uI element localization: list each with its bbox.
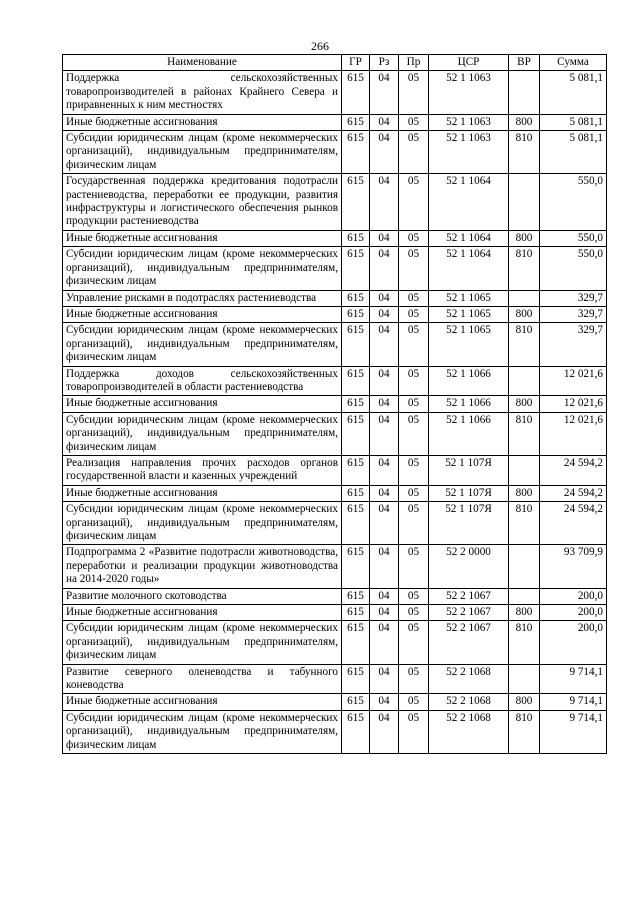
header-vr: ВР [509,55,540,71]
table-row [63,174,607,231]
cell-sum: 200,0 [540,621,607,664]
cell-csr: 52 2 1068 [429,710,509,753]
cell-csr: 52 2 1067 [429,605,509,621]
cell-sum: 329,7 [540,323,607,366]
cell-name: Иные бюджетные ассигнования [63,306,342,322]
cell-gr: 615 [342,366,370,396]
cell-rz: 04 [370,131,399,174]
cell-sum: 9 714,1 [540,694,607,710]
table-row [63,71,607,114]
table-row [63,366,607,396]
cell-sum: 329,7 [540,290,607,306]
cell-csr: 52 1 1064 [429,230,509,246]
cell-rz: 04 [370,588,399,604]
cell-gr: 615 [342,710,370,753]
table-row [63,502,607,545]
cell-name: Развитие северного оленеводства и табунного коневодства [63,664,342,694]
cell-sum: 24 594,2 [540,455,607,485]
cell-vr [509,545,540,588]
header-sum: Сумма [540,55,607,71]
cell-vr: 810 [509,323,540,366]
cell-name: Иные бюджетные ассигнования [63,114,342,130]
table-row [63,710,607,753]
cell-name: Поддержка сельскохозяйственных товаропроизводителей в районах Крайнего Севера и приравненных к ним местностях [63,71,342,114]
cell-sum: 550,0 [540,247,607,290]
cell-sum: 200,0 [540,605,607,621]
cell-pr: 05 [399,664,429,694]
cell-rz: 04 [370,605,399,621]
cell-gr: 615 [342,502,370,545]
cell-rz: 04 [370,114,399,130]
cell-gr: 615 [342,174,370,231]
cell-pr: 05 [399,396,429,412]
cell-gr: 615 [342,396,370,412]
cell-gr: 615 [342,664,370,694]
table-row [63,396,607,412]
cell-sum: 9 714,1 [540,710,607,753]
cell-rz: 04 [370,230,399,246]
cell-vr [509,455,540,485]
table-row [63,588,607,604]
cell-name: Иные бюджетные ассигнования [63,694,342,710]
cell-gr: 615 [342,71,370,114]
cell-vr: 800 [509,306,540,322]
cell-name: Поддержка доходов сельскохозяйственных товаропроизводителей в области растениеводства [63,366,342,396]
cell-csr: 52 1 1063 [429,131,509,174]
cell-rz: 04 [370,545,399,588]
cell-rz: 04 [370,412,399,455]
cell-csr: 52 1 1063 [429,114,509,130]
cell-sum: 550,0 [540,174,607,231]
cell-sum: 24 594,2 [540,485,607,501]
cell-pr: 05 [399,588,429,604]
cell-sum: 5 081,1 [540,131,607,174]
cell-sum: 5 081,1 [540,71,607,114]
header-row [63,55,607,71]
cell-vr: 810 [509,131,540,174]
cell-rz: 04 [370,306,399,322]
cell-pr: 05 [399,71,429,114]
table-row [63,412,607,455]
cell-pr: 05 [399,455,429,485]
header-rz: Рз [370,55,399,71]
cell-csr: 52 1 1063 [429,71,509,114]
cell-csr: 52 1 1066 [429,396,509,412]
cell-sum: 200,0 [540,588,607,604]
cell-vr [509,174,540,231]
cell-csr: 52 2 1068 [429,694,509,710]
cell-pr: 05 [399,485,429,501]
cell-name: Реализация направления прочих расходов органов государственной власти и казенных учреждений [63,455,342,485]
cell-pr: 05 [399,114,429,130]
cell-gr: 615 [342,621,370,664]
cell-gr: 615 [342,306,370,322]
cell-rz: 04 [370,664,399,694]
cell-pr: 05 [399,323,429,366]
cell-csr: 52 1 107Я [429,502,509,545]
cell-name: Субсидии юридическим лицам (кроме некоммерческих организаций), индивидуальным предпринимателям, физическим лицам [63,247,342,290]
cell-pr: 05 [399,621,429,664]
cell-gr: 615 [342,605,370,621]
cell-vr: 800 [509,485,540,501]
budget-table [62,54,607,754]
cell-rz: 04 [370,396,399,412]
cell-csr: 52 1 1064 [429,247,509,290]
cell-csr: 52 1 1065 [429,306,509,322]
cell-sum: 12 021,6 [540,412,607,455]
table-row [63,621,607,664]
cell-csr: 52 1 107Я [429,455,509,485]
cell-gr: 615 [342,485,370,501]
cell-pr: 05 [399,366,429,396]
cell-vr: 800 [509,114,540,130]
cell-pr: 05 [399,131,429,174]
cell-csr: 52 2 1068 [429,664,509,694]
cell-pr: 05 [399,306,429,322]
table-row [63,114,607,130]
cell-rz: 04 [370,174,399,231]
cell-csr: 52 1 1065 [429,323,509,366]
cell-gr: 615 [342,247,370,290]
cell-pr: 05 [399,290,429,306]
cell-name: Иные бюджетные ассигнования [63,230,342,246]
cell-rz: 04 [370,502,399,545]
cell-pr: 05 [399,247,429,290]
cell-csr: 52 1 107Я [429,485,509,501]
table-row [63,485,607,501]
table-row [63,306,607,322]
header-csr: ЦСР [429,55,509,71]
cell-pr: 05 [399,174,429,231]
cell-csr: 52 2 0000 [429,545,509,588]
cell-gr: 615 [342,455,370,485]
table-row [63,545,607,588]
table-row [63,131,607,174]
cell-sum: 93 709,9 [540,545,607,588]
cell-pr: 05 [399,605,429,621]
cell-sum: 12 021,6 [540,396,607,412]
cell-rz: 04 [370,485,399,501]
cell-name: Субсидии юридическим лицам (кроме некоммерческих организаций), индивидуальным предпринимателям, физическим лицам [63,131,342,174]
cell-rz: 04 [370,621,399,664]
cell-gr: 615 [342,230,370,246]
table-row [63,290,607,306]
cell-name: Субсидии юридическим лицам (кроме некоммерческих организаций), индивидуальным предпринимателям, физическим лицам [63,621,342,664]
cell-gr: 615 [342,694,370,710]
cell-gr: 615 [342,323,370,366]
cell-pr: 05 [399,694,429,710]
cell-pr: 05 [399,710,429,753]
cell-vr: 800 [509,605,540,621]
cell-name: Субсидии юридическим лицам (кроме некоммерческих организаций), индивидуальным предпринимателям, физическим лицам [63,412,342,455]
cell-csr: 52 1 1064 [429,174,509,231]
cell-vr: 810 [509,502,540,545]
cell-name: Субсидии юридическим лицам (кроме некоммерческих организаций), индивидуальным предпринимателям, физическим лицам [63,710,342,753]
cell-csr: 52 1 1066 [429,412,509,455]
cell-name: Управление рисками в подотраслях растениеводства [63,290,342,306]
cell-csr: 52 1 1065 [429,290,509,306]
cell-name: Развитие молочного скотоводства [63,588,342,604]
cell-sum: 12 021,6 [540,366,607,396]
cell-pr: 05 [399,545,429,588]
cell-name: Иные бюджетные ассигнования [63,485,342,501]
table-row [63,230,607,246]
header-pr: Пр [399,55,429,71]
cell-name: Иные бюджетные ассигнования [63,396,342,412]
table-row [63,323,607,366]
cell-name: Субсидии юридическим лицам (кроме некоммерческих организаций), индивидуальным предпринимателям, физическим лицам [63,323,342,366]
cell-rz: 04 [370,455,399,485]
cell-gr: 615 [342,131,370,174]
cell-vr: 810 [509,412,540,455]
cell-rz: 04 [370,247,399,290]
cell-rz: 04 [370,694,399,710]
table-row [63,247,607,290]
cell-gr: 615 [342,114,370,130]
cell-rz: 04 [370,366,399,396]
cell-name: Государственная поддержка кредитования подотрасли растениеводства, переработки ее продукции, развития инфраструктуры и логистического обеспечения рынков продукции растениеводства [63,174,342,231]
cell-vr: 810 [509,710,540,753]
cell-sum: 329,7 [540,306,607,322]
cell-vr: 810 [509,247,540,290]
cell-vr: 800 [509,230,540,246]
cell-name: Субсидии юридическим лицам (кроме некоммерческих организаций), индивидуальным предпринимателям, физическим лицам [63,502,342,545]
cell-sum: 24 594,2 [540,502,607,545]
cell-vr [509,664,540,694]
cell-pr: 05 [399,502,429,545]
cell-pr: 05 [399,230,429,246]
cell-sum: 5 081,1 [540,114,607,130]
cell-rz: 04 [370,290,399,306]
cell-sum: 550,0 [540,230,607,246]
cell-gr: 615 [342,545,370,588]
cell-rz: 04 [370,323,399,366]
cell-vr [509,71,540,114]
cell-csr: 52 1 1066 [429,366,509,396]
cell-name: Подпрограмма 2 «Развитие подотрасли животноводства, переработки и реализации продукции животноводства на 2014-2020 годы» [63,545,342,588]
cell-vr [509,588,540,604]
cell-vr: 800 [509,694,540,710]
table-row [63,664,607,694]
cell-csr: 52 2 1067 [429,588,509,604]
cell-gr: 615 [342,412,370,455]
cell-vr: 800 [509,396,540,412]
table-row [63,455,607,485]
cell-pr: 05 [399,412,429,455]
table-row [63,694,607,710]
table-row [63,605,607,621]
cell-vr [509,366,540,396]
header-gr: ГР [342,55,370,71]
cell-rz: 04 [370,71,399,114]
cell-name: Иные бюджетные ассигнования [63,605,342,621]
cell-vr [509,290,540,306]
cell-gr: 615 [342,290,370,306]
cell-vr: 810 [509,621,540,664]
page-number: 266 [311,39,329,53]
cell-sum: 9 714,1 [540,664,607,694]
header-name: Наименование [63,55,342,71]
cell-rz: 04 [370,710,399,753]
cell-gr: 615 [342,588,370,604]
cell-csr: 52 2 1067 [429,621,509,664]
